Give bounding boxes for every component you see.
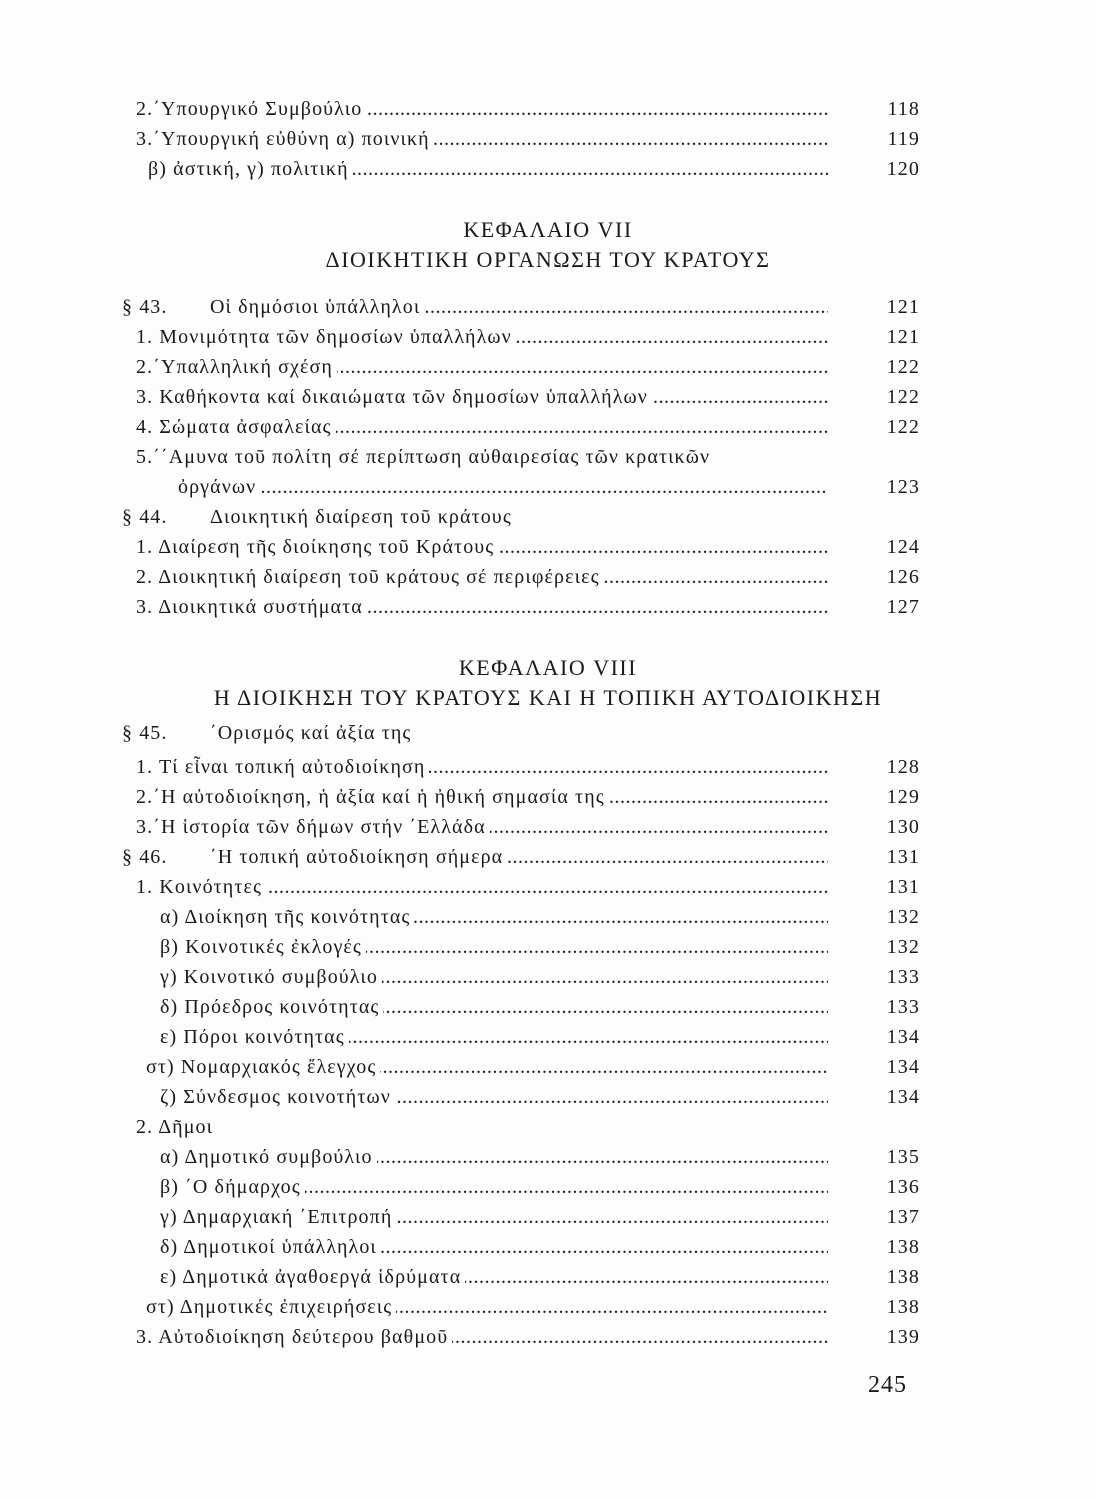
entry-label: ΄Η τοπική αὐτοδιοίκηση σήμερα (210, 846, 507, 868)
toc-entry (0, 412, 1096, 442)
toc-entry (0, 532, 1096, 562)
entry-label: γ) Δημαρχιακή ΄Επιτροπή (160, 1206, 396, 1228)
entry-page: 136 (886, 1176, 920, 1198)
toc-entry (0, 382, 1096, 412)
entry-label: 1. Κοινότητες (136, 876, 266, 898)
entry-label: ζ) Σύνδεσμος κοινοτήτων (160, 1086, 395, 1108)
toc-entry (0, 562, 1096, 592)
entry-label: 3.΄Η ἱστορία τῶν δήμων στήν ΄Ελλάδα (136, 816, 490, 838)
toc-entry (0, 752, 1096, 782)
entry-page: 134 (886, 1086, 920, 1108)
toc-entry (0, 154, 1096, 184)
entry-label: 1. Μονιμότητα τῶν δημοσίων ὑπαλλήλων (136, 326, 516, 348)
chapter-subtitle: Η ΔΙΟΙΚΗΣΗ ΤΟΥ ΚΡΑΤΟΥΣ ΚΑΙ Η ΤΟΠΙΚΗ ΑΥΤΟΔΙΟΙΚΗΣΗ (213, 685, 883, 710)
toc-section-entry (0, 502, 1096, 532)
toc-entry (0, 962, 1096, 992)
entry-page: 122 (886, 356, 920, 378)
entry-page: 121 (886, 296, 920, 318)
entry-page: 134 (886, 1056, 920, 1078)
entry-label: 2.΄Υπουργικό Συμβούλιο (136, 98, 366, 120)
entry-label: 2.΄Η αὐτοδιοίκηση, ἡ ἀξία καί ἡ ἠθική σημασία της (136, 786, 609, 808)
entry-label: 1. Διαίρεση τῆς διοίκησης τοῦ Κράτους (136, 536, 498, 558)
entry-label: ΄Ορισμός καί ἀξία της (210, 722, 415, 744)
entry-label: δ) Δημοτικοί ὑπάλληλοι (160, 1236, 381, 1258)
toc-entry (0, 1112, 1096, 1142)
toc-entry (0, 1262, 1096, 1292)
entry-page: 121 (886, 326, 920, 348)
toc-entry (0, 932, 1096, 962)
chapter-subtitle: ΔΙΟΙΚΗΤΙΚΗ ΟΡΓΑΝΩΣΗ ΤΟΥ ΚΡΑΤΟΥΣ (325, 247, 771, 272)
entry-page: 132 (886, 936, 920, 958)
entry-label: 2. Δῆμοι (136, 1116, 217, 1138)
entry-page: 124 (886, 536, 920, 558)
toc-entry (0, 442, 1096, 472)
toc-entry (0, 352, 1096, 382)
entry-page: 135 (886, 1146, 920, 1168)
toc-entry (0, 1232, 1096, 1262)
entry-label: 2.΄Υπαλληλική σχέση (136, 356, 337, 378)
toc-entry (0, 1202, 1096, 1232)
entry-page: 133 (886, 966, 920, 988)
entry-label: β) ἀστική, γ) πολιτική (148, 158, 353, 180)
toc-entry (0, 1322, 1096, 1352)
entry-label: ὀργάνων (178, 476, 260, 498)
entry-label: Οἱ δημόσιοι ὑπάλληλοι (210, 296, 424, 318)
entry-label: ε) Πόροι κοινότητας (160, 1026, 349, 1048)
entry-page: 138 (886, 1266, 920, 1288)
toc-section-entry (0, 842, 1096, 872)
entry-page: 122 (886, 386, 920, 408)
section-number: § 46. (122, 846, 168, 868)
section-number: § 43. (122, 296, 168, 318)
entry-page: 126 (886, 566, 920, 588)
entry-page: 128 (886, 756, 920, 778)
entry-label: 3. Αὐτοδιοίκηση δεύτερου βαθμοῦ (136, 1326, 452, 1348)
entry-page: 138 (886, 1236, 920, 1258)
entry-label: α) Διοίκηση τῆς κοινότητας (160, 906, 414, 928)
toc-entry (0, 992, 1096, 1022)
toc-entry (0, 902, 1096, 932)
entry-label: 5.΄΄Αμυνα τοῦ πολίτη σέ περίπτωση αὐθαιρεσίας τῶν κρατικῶν (136, 446, 714, 468)
entry-page: 134 (886, 1026, 920, 1048)
toc-entry (0, 592, 1096, 622)
entry-label: 1. Τί εἶναι τοπική αὐτοδιοίκηση (136, 756, 429, 778)
entry-page: 132 (886, 906, 920, 928)
entry-label: στ) Δημοτικές ἐπιχειρήσεις (146, 1296, 396, 1318)
entry-label: δ) Πρόεδρος κοινότητας (160, 996, 383, 1018)
entry-page: 130 (886, 816, 920, 838)
entry-page: 129 (886, 786, 920, 808)
entry-label: 3. Καθήκοντα καί δικαιώματα τῶν δημοσίων ὑπαλλήλων (136, 386, 652, 408)
toc-entry (0, 94, 1096, 124)
entry-page: 118 (887, 98, 920, 120)
toc-entry (0, 1172, 1096, 1202)
entry-page: 131 (886, 846, 920, 868)
entry-label: στ) Νομαρχιακός ἔλεγχος (146, 1056, 380, 1078)
toc-entry (0, 1052, 1096, 1082)
entry-page: 122 (886, 416, 920, 438)
entry-label: 3. Διοικητικά συστήματα (136, 596, 367, 618)
toc-entry (0, 812, 1096, 842)
entry-label: 3.΄Υπουργική εὐθύνη α) ποινική (136, 128, 434, 150)
entry-page: 119 (887, 128, 920, 150)
entry-label: 4. Σώματα ἀσφαλείας (136, 416, 336, 438)
section-number: § 44. (122, 506, 168, 528)
toc-entry (0, 872, 1096, 902)
toc-entry (0, 322, 1096, 352)
entry-label: ε) Δημοτικά ἀγαθοεργά ἱδρύματα (160, 1266, 465, 1288)
entry-label: γ) Κοινοτικό συμβούλιο (160, 966, 382, 988)
toc-section-entry (0, 718, 1096, 748)
toc-entry (0, 1292, 1096, 1322)
section-number: § 45. (122, 722, 168, 744)
page-number: 245 (868, 1372, 907, 1398)
entry-label: Διοικητική διαίρεση τοῦ κράτους (210, 506, 516, 528)
entry-page: 138 (886, 1296, 920, 1318)
entry-label: β) ΄Ο δήμαρχος (160, 1176, 305, 1198)
entry-label: α) Δημοτικό συμβούλιο (160, 1146, 377, 1168)
toc-entry (0, 472, 1096, 502)
entry-page: 131 (886, 876, 920, 898)
toc-entry (0, 782, 1096, 812)
entry-page: 133 (886, 996, 920, 1018)
toc-section-entry (0, 292, 1096, 322)
toc-entry (0, 124, 1096, 154)
toc-entry (0, 1142, 1096, 1172)
toc-entry (0, 1022, 1096, 1052)
entry-page: 120 (886, 158, 920, 180)
entry-label: β) Κοινοτικές ἐκλογές (160, 936, 366, 958)
chapter-title: ΚΕΦΑΛΑΙΟ VIII (458, 655, 638, 680)
entry-page: 137 (886, 1206, 920, 1228)
chapter-title: ΚΕΦΑΛΑΙΟ VII (463, 217, 633, 242)
toc-entry (0, 1082, 1096, 1112)
entry-page: 127 (886, 596, 920, 618)
entry-page: 139 (886, 1326, 920, 1348)
entry-label: 2. Διοικητική διαίρεση τοῦ κράτους σέ περιφέρειες (136, 566, 604, 588)
entry-page: 123 (886, 476, 920, 498)
